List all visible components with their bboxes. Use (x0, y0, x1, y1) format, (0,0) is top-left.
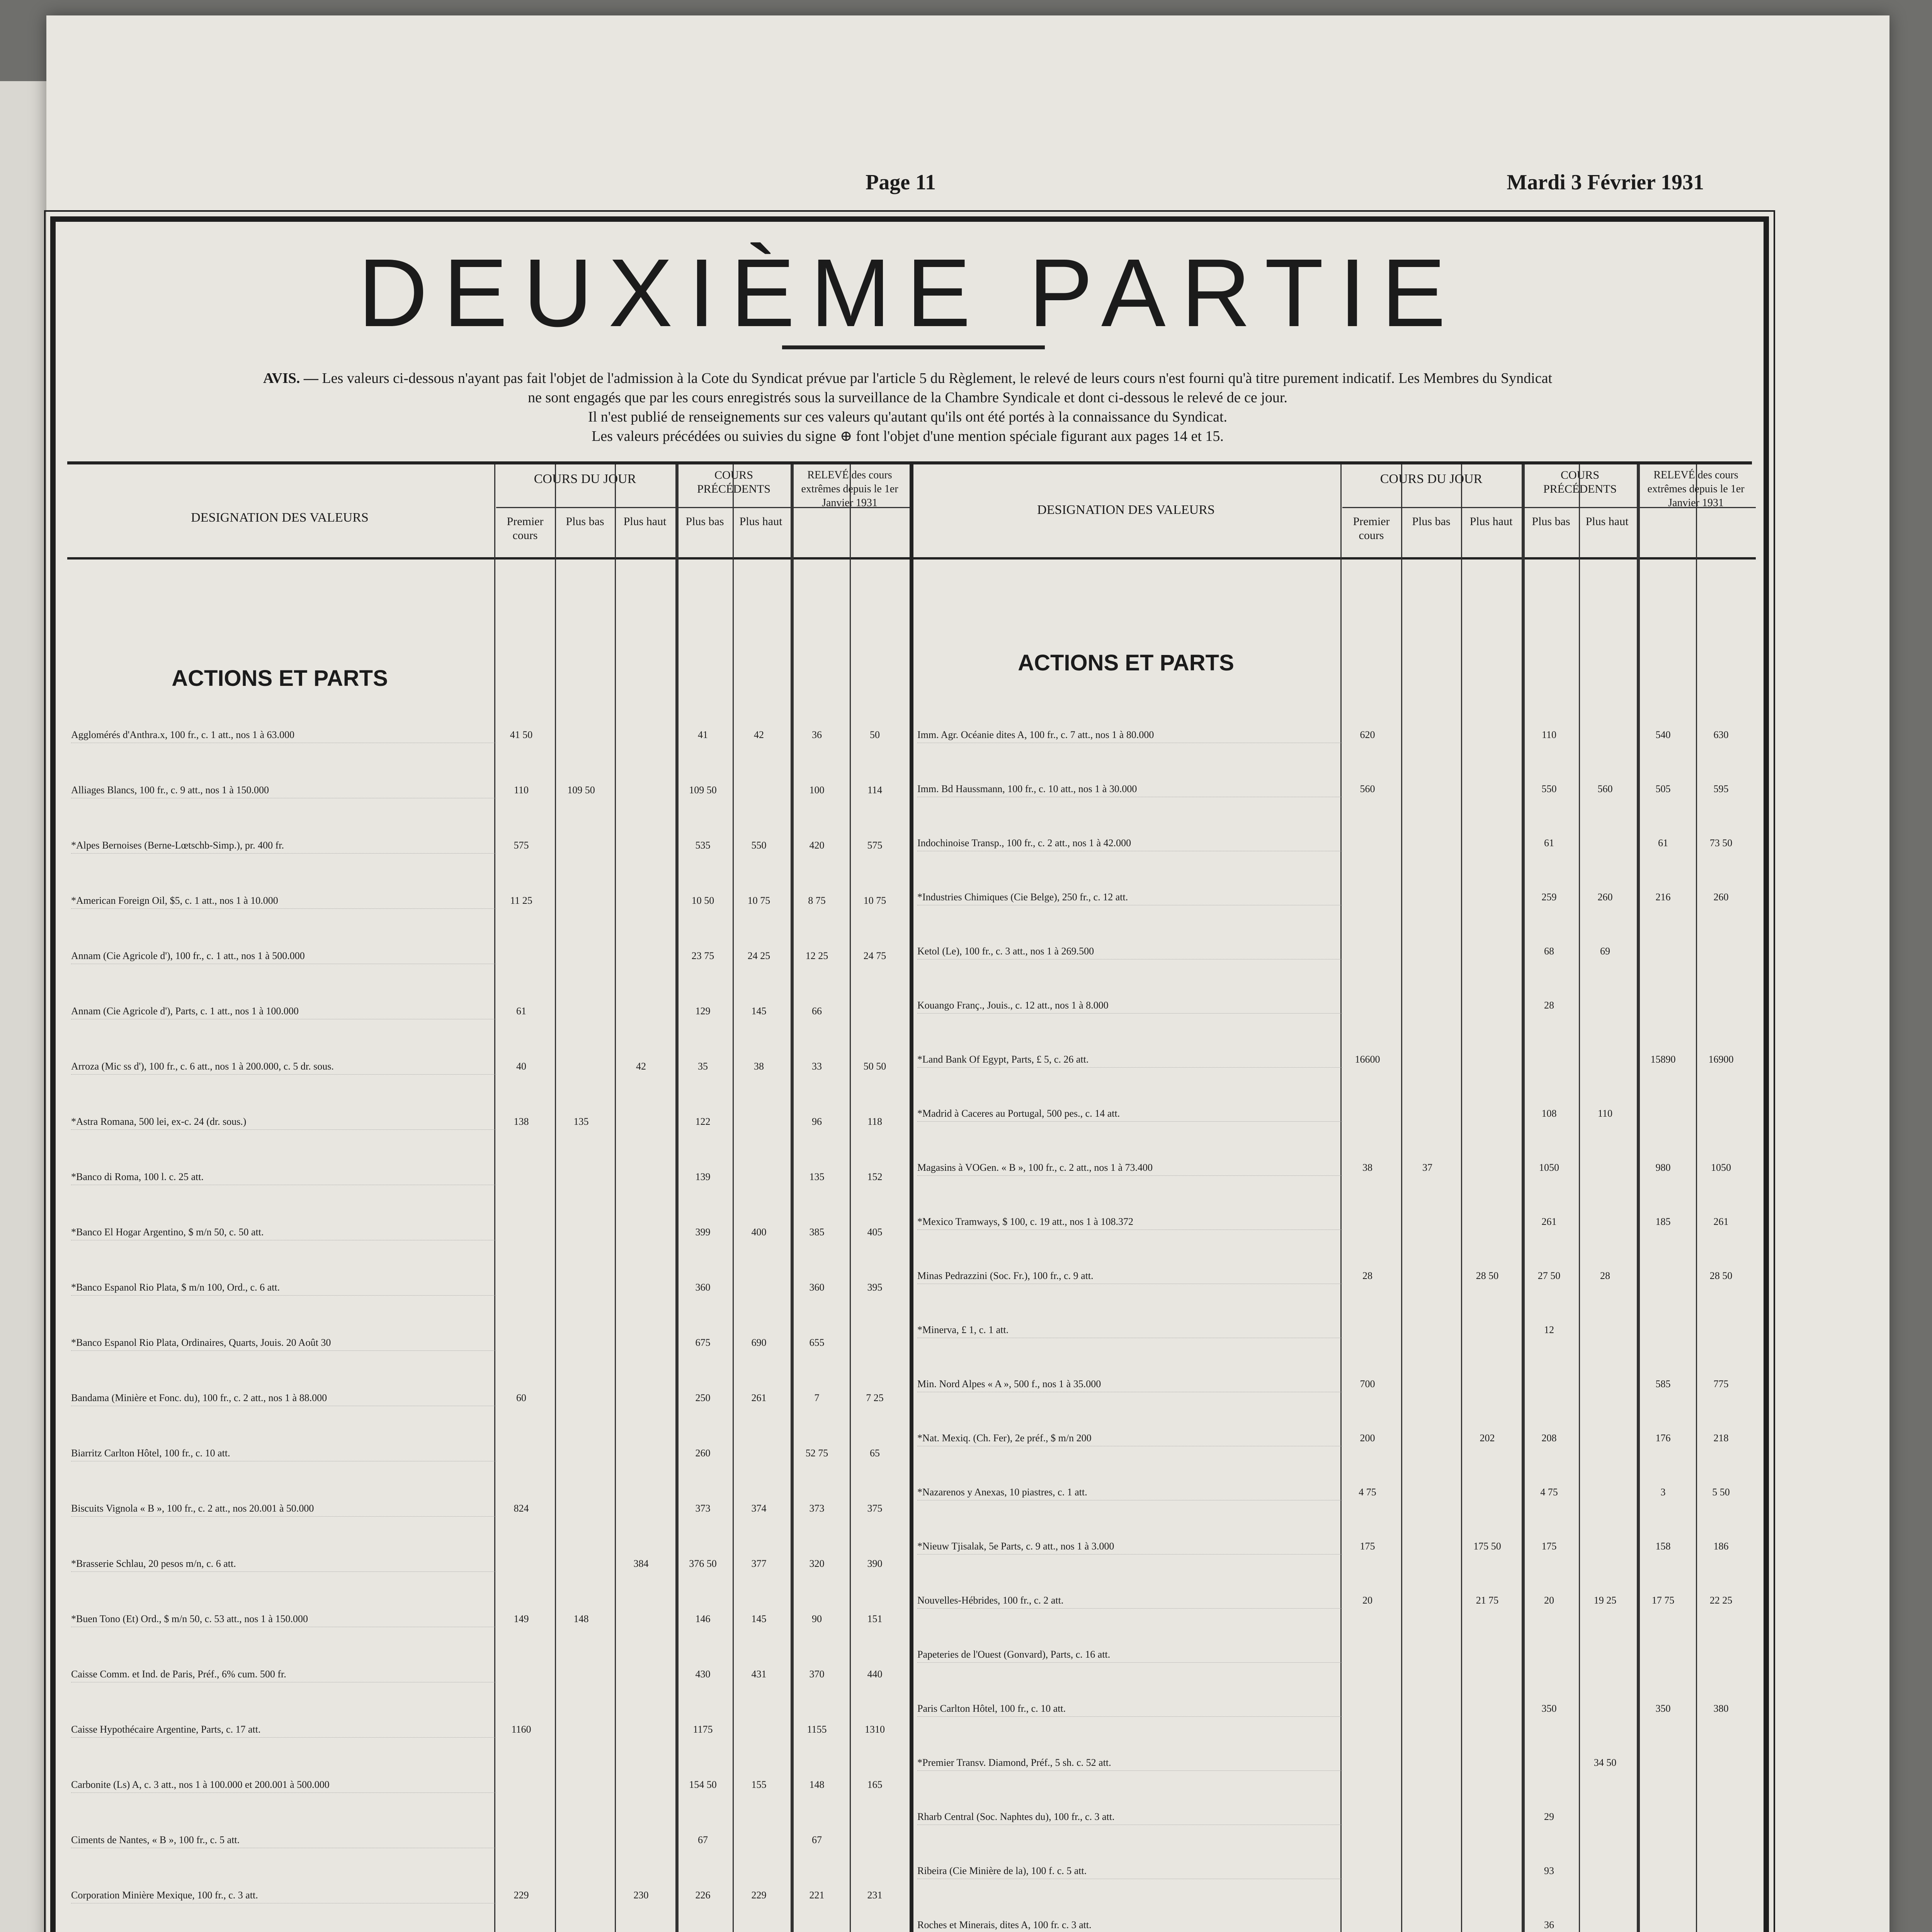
quote-r1: 221 (809, 1889, 825, 1901)
quote-r1: 17 75 (1651, 1595, 1675, 1606)
quote-r2: 118 (867, 1116, 883, 1127)
table-row (71, 1169, 910, 1185)
table-row (917, 1052, 1756, 1067)
table-row (917, 1322, 1756, 1338)
quote-r1: 7 (814, 1392, 820, 1403)
quote-r2: 218 (1713, 1432, 1729, 1444)
page-title: DEUXIÈME PARTIE (358, 239, 1461, 347)
quote-r2: 395 (867, 1282, 883, 1293)
quote-haut: 202 (1480, 1432, 1495, 1444)
quote-premier: 138 (514, 1116, 529, 1127)
quote-r2: 595 (1713, 783, 1729, 794)
table-row (917, 1809, 1756, 1825)
table-row (71, 1832, 910, 1848)
quote-premier: 4 75 (1359, 1486, 1376, 1498)
quote-p1: 154 50 (689, 1779, 717, 1790)
security-name: *Nazarenos y Anexas, 10 piastres, c. 1 att. (917, 1485, 1342, 1500)
security-name: *Banco El Hogar Argentino, $ m/n 50, c. 50 att. (71, 1225, 496, 1240)
security-name: *Banco Espanol Rio Plata, $ m/n 100, Ord., c. 6 att. (71, 1280, 496, 1296)
cours-precedents-header: COURS PRÉCÉDENTS (697, 469, 771, 495)
quote-haut: 42 (636, 1061, 646, 1072)
quote-p1: 67 (698, 1834, 708, 1845)
quote-r2: 50 (870, 729, 880, 740)
quote-p1: 535 (695, 840, 711, 851)
security-name: *Brasserie Schlau, 20 pesos m/n, c. 6 att. (71, 1556, 496, 1572)
quote-r2: 1310 (865, 1724, 885, 1735)
table-row (917, 1214, 1756, 1230)
quote-p1: 129 (695, 1005, 711, 1017)
security-name: *Nieuw Tjisalak, 5e Parts, c. 9 att., nos 1 à 3.000 (917, 1539, 1342, 1554)
quote-p2: 431 (751, 1668, 767, 1680)
security-name: Minas Pedrazzini (Soc. Fr.), 100 fr., c. 9 att. (917, 1268, 1342, 1284)
table-row (71, 893, 910, 908)
table-row (71, 1059, 910, 1074)
quote-p1: 23 75 (691, 950, 714, 961)
notice-text-1: Les valeurs ci-dessous n'ayant pas fait l'objet de l'admission à la Cote du Syndicat prévue par l'article 5 du Règlement, le relevé de leurs cours n'est fourni qu'à titre purement indicatif. Les Membres du Syndicat (322, 370, 1553, 386)
quote-p1: 139 (695, 1171, 711, 1182)
quote-r1: 52 75 (805, 1447, 828, 1459)
security-name: Imm. Agr. Océanie dites A, 100 fr., c. 7 att., nos 1 à 80.000 (917, 727, 1342, 743)
quote-p2: 28 (1600, 1270, 1610, 1281)
cours-du-jour-header: COURS DU JOUR (534, 472, 636, 486)
security-name: Annam (Cie Agricole d'), Parts, c. 1 att., nos 1 à 100.000 (71, 1003, 496, 1019)
table-row (71, 782, 910, 798)
quote-r2: 440 (867, 1668, 883, 1680)
quote-r2: 1050 (1711, 1162, 1731, 1173)
security-name: *Mexico Tramways, $ 100, c. 19 att., nos 1 à 108.372 (917, 1214, 1342, 1230)
quote-premier: 28 (1362, 1270, 1372, 1281)
quote-premier: 175 (1360, 1541, 1375, 1552)
quote-haut: 384 (633, 1558, 649, 1569)
quote-p2: 377 (751, 1558, 767, 1569)
quote-r1: 350 (1655, 1703, 1671, 1714)
header-divider (1342, 507, 1756, 508)
security-name: Ciments de Nantes, « B », 100 fr., c. 5 att. (71, 1832, 496, 1848)
security-name: Min. Nord Alpes « A », 500 f., nos 1 à 35.000 (917, 1376, 1342, 1392)
designation-header: DESIGNATION DES VALEURS (191, 510, 369, 525)
table-row (917, 1160, 1756, 1175)
security-name: Imm. Bd Haussmann, 100 fr., c. 10 att., nos 1 à 30.000 (917, 781, 1342, 797)
quote-r1: 158 (1655, 1541, 1671, 1552)
quote-p1: 110 (1541, 729, 1557, 740)
quote-haut: 175 50 (1473, 1541, 1501, 1552)
quote-premier: 11 25 (510, 895, 532, 906)
quote-p1: 146 (695, 1613, 711, 1624)
quote-premier: 575 (514, 840, 529, 851)
table-row (71, 1722, 910, 1737)
notice (71, 369, 1744, 446)
quote-premier: 560 (1360, 783, 1375, 794)
security-name: Magasins à VOGen. « B », 100 fr., c. 2 att., nos 1 à 73.400 (917, 1160, 1342, 1176)
security-name: *Minerva, £ 1, c. 1 att. (917, 1322, 1342, 1338)
security-name: *Astra Romana, 500 lei, ex-c. 24 (dr. sous.) (71, 1114, 496, 1130)
quote-premier: 700 (1360, 1378, 1375, 1389)
quote-r2: 152 (867, 1171, 883, 1182)
quote-r2: 114 (867, 784, 883, 796)
security-name: Alliages Blancs, 100 fr., c. 9 att., nos 1 à 150.000 (71, 782, 496, 798)
quote-premier: 1160 (511, 1724, 531, 1735)
plus-bas-header: Plus bas (1412, 515, 1451, 528)
title-underline (782, 345, 1045, 349)
quote-r1: 176 (1655, 1432, 1671, 1444)
quote-r1: 540 (1655, 729, 1671, 740)
table-row (71, 1114, 910, 1129)
table-left-half (67, 464, 910, 1932)
table-row (917, 1376, 1756, 1392)
table-row (917, 1701, 1756, 1716)
table-row (71, 1280, 910, 1295)
quote-p1: 1050 (1539, 1162, 1559, 1173)
table-row (917, 889, 1756, 905)
security-name: Papeteries de l'Ouest (Gonvard), Parts, c. 16 att. (917, 1647, 1342, 1663)
quote-r1: 370 (809, 1668, 825, 1680)
prec-plus-haut-header: Plus haut (1585, 515, 1629, 528)
header-divider (496, 507, 910, 508)
quote-p2: 155 (751, 1779, 767, 1790)
security-name: Bandama (Minière et Fonc. du), 100 fr., c. 2 att., nos 1 à 88.000 (71, 1390, 496, 1406)
quote-r2: 151 (867, 1613, 883, 1624)
quote-p1: 68 (1544, 946, 1554, 957)
quote-p1: 93 (1544, 1865, 1554, 1876)
quote-r2: 390 (867, 1558, 883, 1569)
security-name: Caisse Hypothécaire Argentine, Parts, c. 17 att. (71, 1722, 496, 1738)
notice-lead: AVIS. — (263, 370, 322, 386)
quotes-table (67, 461, 1752, 1932)
quote-p2: 400 (751, 1226, 767, 1238)
quote-p2: 10 75 (747, 895, 770, 906)
quote-bas: 135 (573, 1116, 589, 1127)
quote-premier: 110 (514, 784, 529, 796)
notice-line-3: Il n'est publié de renseignements sur ces valeurs qu'autant qu'ils ont été portés à la connaissance du Syndicat. (588, 409, 1228, 425)
quote-r2: 22 25 (1709, 1595, 1733, 1606)
quote-premier: 38 (1362, 1162, 1372, 1173)
right-rows (917, 727, 1756, 1932)
quote-p1: 175 (1541, 1541, 1557, 1552)
quote-p1: 260 (695, 1447, 711, 1459)
security-name: Roches et Minerais, dites A, 100 fr. c. 3 att. (917, 1917, 1342, 1932)
quote-p1: 10 50 (691, 895, 714, 906)
security-name: *Industries Chimiques (Cie Belge), 250 fr., c. 12 att. (917, 889, 1342, 905)
quote-r1: 360 (809, 1282, 825, 1293)
security-name: Biarritz Carlton Hôtel, 100 fr., c. 10 att. (71, 1446, 496, 1461)
quote-r2: 7 25 (866, 1392, 884, 1403)
quote-r1: 61 (1658, 837, 1668, 849)
cours-precedents-header: COURS PRÉCÉDENTS (1543, 469, 1617, 495)
security-name: *Premier Transv. Diamond, Préf., 5 sh. c. 52 att. (917, 1755, 1342, 1771)
quote-r1: 12 25 (805, 950, 828, 961)
quote-r1: 100 (809, 784, 825, 796)
plus-haut-header: Plus haut (1469, 515, 1513, 528)
quote-r1: 15890 (1650, 1054, 1676, 1065)
page-number: Page 11 (866, 170, 936, 194)
quote-r2: 5 50 (1712, 1486, 1730, 1498)
table-row (917, 1106, 1756, 1121)
issue-date: Mardi 3 Février 1931 (1507, 170, 1704, 194)
quote-p1: 399 (695, 1226, 711, 1238)
quote-p2: 229 (751, 1889, 767, 1901)
quote-p2: 145 (751, 1005, 767, 1017)
security-name: *Buen Tono (Et) Ord., $ m/n 50, c. 53 att., nos 1 à 150.000 (71, 1611, 496, 1627)
quote-r1: 185 (1655, 1216, 1671, 1227)
releve-header: RELEVÉ des cours extrêmes depuis le 1er Janvier 1931 (801, 469, 898, 509)
quote-premier: 61 (516, 1005, 526, 1017)
quote-r1: 8 75 (808, 895, 826, 906)
quote-p1: 261 (1541, 1216, 1557, 1227)
quote-r1: 420 (809, 840, 825, 851)
quote-premier: 229 (514, 1889, 529, 1901)
quote-p1: 376 50 (689, 1558, 717, 1569)
security-name: Ketol (Le), 100 fr., c. 3 att., nos 1 à 269.500 (917, 944, 1342, 959)
table-row (917, 835, 1756, 851)
quote-p1: 675 (695, 1337, 711, 1348)
security-name: Agglomérés d'Anthra.x, 100 fr., c. 1 att., nos 1 à 63.000 (71, 727, 496, 743)
table-row (917, 1485, 1756, 1500)
quote-p2: 145 (751, 1613, 767, 1624)
quote-haut: 21 75 (1476, 1595, 1499, 1606)
left-rows (71, 727, 910, 1932)
quote-r1: 66 (812, 1005, 822, 1017)
security-name: Nouvelles-Hébrides, 100 fr., c. 2 att. (917, 1593, 1342, 1609)
quote-p2: 110 (1597, 1108, 1613, 1119)
quote-p1: 259 (1541, 891, 1557, 903)
security-name: *American Foreign Oil, $5, c. 1 att., nos 1 à 10.000 (71, 893, 496, 909)
quote-haut: 28 50 (1476, 1270, 1499, 1281)
quote-p1: 250 (695, 1392, 711, 1403)
notice-line-2: ne sont engagés que par les cours enregistrés sous la surveillance de la Chambre Syndicale et dont ci-dessous le relevé de ce jour. (528, 389, 1287, 406)
quote-p1: 27 50 (1537, 1270, 1561, 1281)
quote-p1: 35 (698, 1061, 708, 1072)
quote-p1: 28 (1544, 1000, 1554, 1011)
table-row (917, 1593, 1756, 1608)
quote-r1: 320 (809, 1558, 825, 1569)
security-name: *Madrid à Caceres au Portugal, 500 pes., c. 14 att. (917, 1106, 1342, 1122)
quote-r2: 186 (1713, 1541, 1729, 1552)
notice-line-1 (71, 369, 1744, 388)
table-header (67, 464, 910, 560)
table-row (71, 1390, 910, 1406)
table-row (71, 1225, 910, 1240)
table-row (71, 1003, 910, 1019)
quote-r1: 3 (1660, 1486, 1666, 1498)
quote-r1: 90 (812, 1613, 822, 1624)
table-row (917, 727, 1756, 743)
table-row (917, 1430, 1756, 1446)
quote-r1: 585 (1655, 1378, 1671, 1389)
quote-r1: 33 (812, 1061, 822, 1072)
quote-bas: 109 50 (567, 784, 595, 796)
quote-r1: 655 (809, 1337, 825, 1348)
quote-haut: 230 (633, 1889, 649, 1901)
quote-p2: 550 (751, 840, 767, 851)
quote-p2: 374 (751, 1503, 767, 1514)
quote-r1: 373 (809, 1503, 825, 1514)
table-row (71, 1777, 910, 1793)
table-row (917, 998, 1756, 1013)
content-frame (50, 216, 1769, 1932)
quote-p1: 226 (695, 1889, 711, 1901)
quote-bas: 148 (573, 1613, 589, 1624)
quote-r2: 165 (867, 1779, 883, 1790)
adjacent-page-edge (0, 81, 49, 1932)
table-row (71, 948, 910, 964)
quote-p2: 261 (751, 1392, 767, 1403)
notice-line-4: Les valeurs précédées ou suivies du signe ⊕ font l'objet d'une mention spéciale figurant aux pages 14 et 15. (592, 428, 1224, 444)
quote-p1: 350 (1541, 1703, 1557, 1714)
table-row (71, 1556, 910, 1571)
plus-bas-header: Plus bas (566, 515, 604, 528)
table-row (71, 1611, 910, 1627)
quote-p1: 360 (695, 1282, 711, 1293)
quote-p1: 12 (1544, 1324, 1554, 1335)
table-row (917, 1539, 1756, 1554)
quote-p1: 430 (695, 1668, 711, 1680)
security-name: *Land Bank Of Egypt, Parts, £ 5, c. 26 att. (917, 1052, 1342, 1068)
cours-du-jour-header: COURS DU JOUR (1380, 472, 1483, 486)
quote-r2: 16900 (1708, 1054, 1734, 1065)
security-name: *Banco di Roma, 100 l. c. 25 att. (71, 1169, 496, 1185)
quote-r1: 96 (812, 1116, 822, 1127)
quote-p2: 38 (754, 1061, 764, 1072)
table-row (917, 1755, 1756, 1770)
security-name: Arroza (Mic ss d'), 100 fr., c. 6 att., nos 1 à 200.000, c. 5 dr. sous. (71, 1059, 496, 1075)
section-heading: ACTIONS ET PARTS (172, 666, 388, 691)
table-row (917, 1268, 1756, 1284)
quote-premier: 149 (514, 1613, 529, 1624)
quote-r2: 50 50 (863, 1061, 886, 1072)
quote-r2: 630 (1713, 729, 1729, 740)
quote-r2: 380 (1713, 1703, 1729, 1714)
security-name: Corporation Minière Mexique, 100 fr., c. 3 att. (71, 1888, 496, 1903)
security-name: Rharb Central (Soc. Naphtes du), 100 fr., c. 3 att. (917, 1809, 1342, 1825)
quote-premier: 41 50 (510, 729, 533, 740)
table-row (71, 838, 910, 853)
quote-p1: 36 (1544, 1919, 1554, 1930)
quote-r2: 28 50 (1709, 1270, 1733, 1281)
plus-haut-header: Plus haut (623, 515, 667, 528)
quote-p2: 19 25 (1594, 1595, 1617, 1606)
quote-premier: 200 (1360, 1432, 1375, 1444)
quote-r2: 775 (1713, 1378, 1729, 1389)
releve-header: RELEVÉ des cours extrêmes depuis le 1er Janvier 1931 (1647, 469, 1745, 509)
quote-premier: 40 (516, 1061, 526, 1072)
quote-r2: 261 (1713, 1216, 1729, 1227)
security-name: Annam (Cie Agricole d'), 100 fr., c. 1 att., nos 1 à 500.000 (71, 948, 496, 964)
quote-p1: 1175 (693, 1724, 713, 1735)
quote-r2: 405 (867, 1226, 883, 1238)
premier-cours-header: Premier cours (507, 515, 544, 542)
quote-r2: 10 75 (863, 895, 886, 906)
security-name: *Nat. Mexiq. (Ch. Fer), 2e préf., $ m/n 200 (917, 1430, 1342, 1446)
quote-r2: 231 (867, 1889, 883, 1901)
table-row (71, 1888, 910, 1903)
quote-premier: 824 (514, 1503, 529, 1514)
quote-p2: 42 (754, 729, 764, 740)
quote-p2: 24 25 (747, 950, 770, 961)
security-name: Caisse Comm. et Ind. de Paris, Préf., 6% cum. 500 fr. (71, 1667, 496, 1682)
quote-p2: 690 (751, 1337, 767, 1348)
quote-r1: 148 (809, 1779, 825, 1790)
quote-p1: 61 (1544, 837, 1554, 849)
prec-plus-haut-header: Plus haut (739, 515, 782, 528)
quote-p2: 260 (1597, 891, 1613, 903)
table-row (917, 1647, 1756, 1662)
designation-header: DESIGNATION DES VALEURS (1037, 503, 1215, 517)
security-name: Carbonite (Ls) A, c. 3 att., nos 1 à 100.000 et 200.001 à 500.000 (71, 1777, 496, 1793)
quote-p2: 69 (1600, 946, 1610, 957)
table-row (71, 1501, 910, 1516)
quote-r2: 260 (1713, 891, 1729, 903)
table-header (913, 464, 1756, 560)
quote-p1: 122 (695, 1116, 711, 1127)
table-row (917, 781, 1756, 797)
premier-cours-header: Premier cours (1353, 515, 1390, 542)
quote-p1: 373 (695, 1503, 711, 1514)
table-right-half (910, 464, 1756, 1932)
quote-r2: 73 50 (1709, 837, 1733, 849)
security-name: *Alpes Bernoises (Berne-Lœtschb-Simp.), pr. 400 fr. (71, 838, 496, 854)
security-name: *Banco Espanol Rio Plata, Ordinaires, Quarts, Jouis. 20 Août 30 (71, 1335, 496, 1351)
quote-p2: 34 50 (1594, 1757, 1617, 1768)
quote-premier: 620 (1360, 729, 1375, 740)
table-row (917, 1917, 1756, 1932)
quote-r1: 67 (812, 1834, 822, 1845)
newspaper-page (46, 15, 1889, 1932)
quote-premier: 16600 (1355, 1054, 1380, 1065)
quote-p2: 560 (1597, 783, 1613, 794)
section-heading: ACTIONS ET PARTS (1018, 650, 1234, 675)
table-row (71, 1667, 910, 1682)
quote-p1: 20 (1544, 1595, 1554, 1606)
quote-r1: 980 (1655, 1162, 1671, 1173)
quote-r2: 375 (867, 1503, 883, 1514)
table-row (917, 944, 1756, 959)
quote-r2: 24 75 (863, 950, 886, 961)
quote-premier: 20 (1362, 1595, 1372, 1606)
quote-p1: 41 (698, 729, 708, 740)
quote-r1: 135 (809, 1171, 825, 1182)
quote-p1: 550 (1541, 783, 1557, 794)
security-name: Kouango Franç., Jouis., c. 12 att., nos 1 à 8.000 (917, 998, 1342, 1014)
quote-r1: 385 (809, 1226, 825, 1238)
table-row (71, 1335, 910, 1350)
quote-p1: 108 (1541, 1108, 1557, 1119)
quote-r2: 65 (870, 1447, 880, 1459)
quote-bas: 37 (1422, 1162, 1432, 1173)
security-name: Biscuits Vignola « B », 100 fr., c. 2 att., nos 20.001 à 50.000 (71, 1501, 496, 1517)
prec-plus-bas-header: Plus bas (685, 515, 724, 528)
security-name: Ribeira (Cie Minière de la), 100 f. c. 5 att. (917, 1863, 1342, 1879)
security-name: Paris Carlton Hôtel, 100 fr., c. 10 att. (917, 1701, 1342, 1717)
quote-p1: 208 (1541, 1432, 1557, 1444)
quote-r1: 216 (1655, 891, 1671, 903)
quote-premier: 60 (516, 1392, 526, 1403)
quote-p1: 29 (1544, 1811, 1554, 1822)
security-name: Indochinoise Transp., 100 fr., c. 2 att., nos 1 à 42.000 (917, 835, 1342, 851)
quote-p1: 109 50 (689, 784, 717, 796)
quote-p1: 4 75 (1540, 1486, 1558, 1498)
quote-r1: 1155 (807, 1724, 827, 1735)
table-row (71, 1446, 910, 1461)
quote-r2: 575 (867, 840, 883, 851)
quote-r1: 36 (812, 729, 822, 740)
quote-r1: 505 (1655, 783, 1671, 794)
prec-plus-bas-header: Plus bas (1532, 515, 1570, 528)
table-row (71, 727, 910, 743)
table-row (917, 1863, 1756, 1879)
